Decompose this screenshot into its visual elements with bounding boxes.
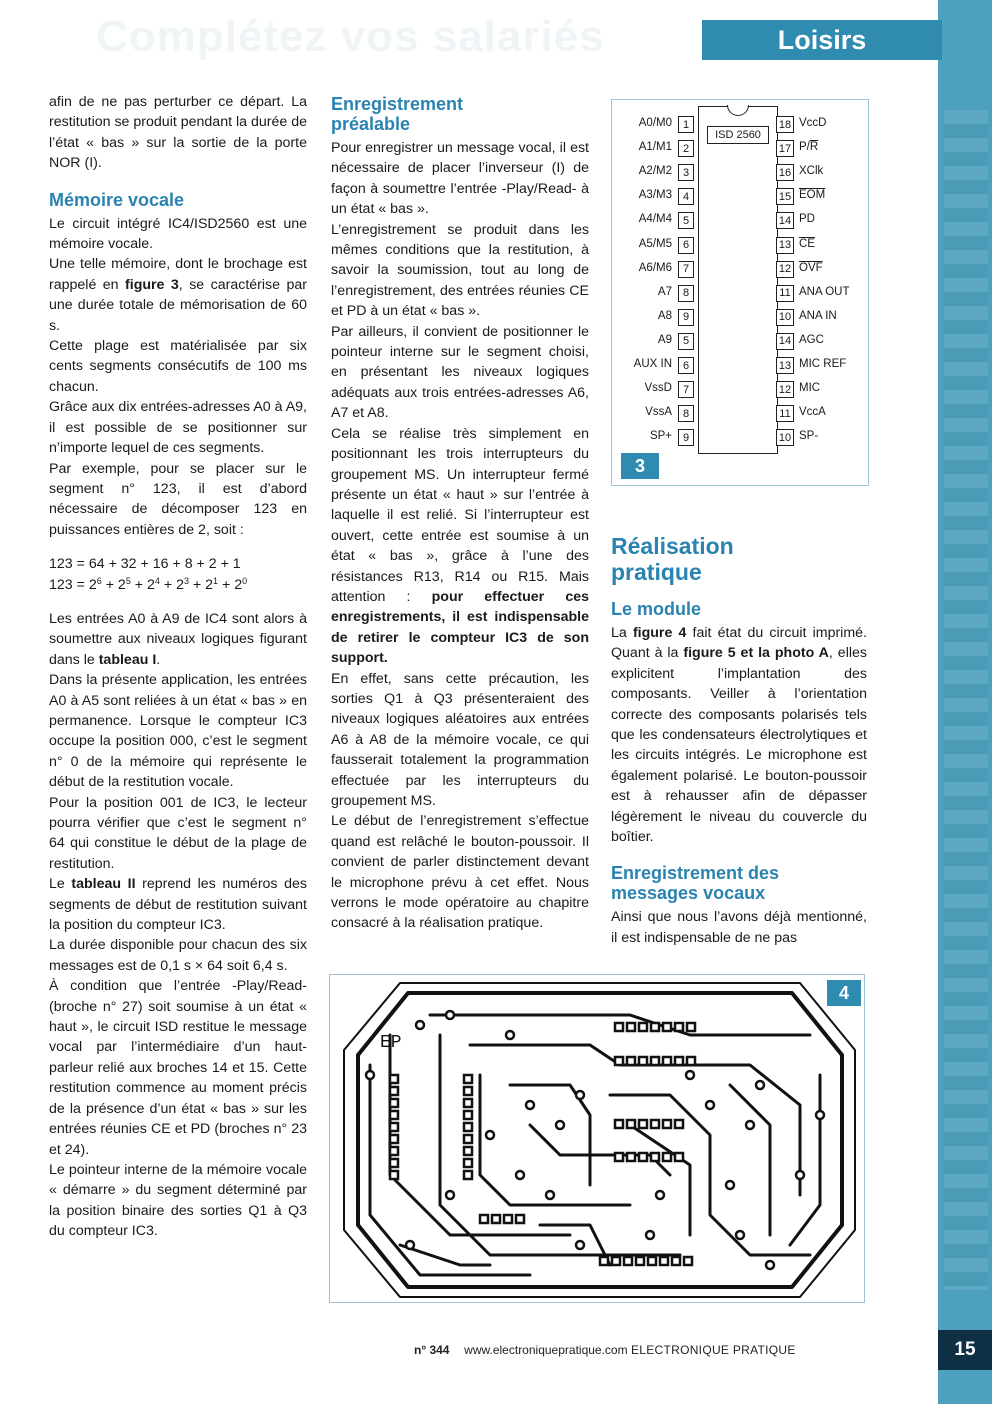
pin-label-right: $\overline{OVF}$ [799, 261, 823, 274]
pin-label-right: XClk [799, 165, 824, 178]
pin-number-right: 10 [776, 429, 794, 446]
pin-number-left: 3 [678, 164, 694, 181]
pin-number-left: 6 [678, 357, 694, 374]
pin-number-left: 8 [678, 285, 694, 302]
pin-label-left: VssD [644, 382, 672, 395]
pin-label-left: A2/M2 [638, 165, 672, 178]
paragraph: En effet, sans cette précaution, les sorties Q1 à Q3 présenteraient des niveaux logiques aléatoires aux entrées A6 à A8 de la mémoire vocale, ce qui fausserait totalement la programmation effectuée par les interrupteurs du groupement MS. [331, 670, 589, 809]
pin-label-right: $\overline{CE}$ [799, 237, 815, 250]
chip-body [698, 106, 778, 454]
pin-number-left: 5 [678, 333, 694, 350]
pin-label-right: VccD [799, 117, 827, 129]
pin-number-right: 13 [776, 357, 794, 374]
pin-number-right: 13 [776, 237, 794, 254]
paragraph: Pour enregistrer un message vocal, il est nécessaire de placer l’inverseur (I) de façon à soumettre l’entrée -Play/Read- à un état « bas ». [331, 140, 589, 218]
pin-label-left: A7 [657, 285, 672, 298]
right-band-texture [944, 110, 988, 1290]
pin-label-right: VccA [799, 406, 826, 419]
paragraph: Cette plage est matérialisée par six cents segments consécutifs de 100 ms chacun. [49, 338, 307, 395]
pin-number-right: 14 [776, 333, 794, 350]
pin-label-left: A0/M0 [638, 117, 672, 129]
pin-label-left: A3/M3 [638, 189, 672, 202]
pin-label-left: SP+ [649, 430, 672, 443]
pin-label-right: $\overline{EOM}$ [799, 189, 826, 202]
heading-realisation-pratique: Réalisation pratique [611, 533, 734, 585]
pin-number-right: 12 [776, 261, 794, 278]
page-number: 15 [938, 1330, 992, 1370]
pin-label-left: A8 [657, 309, 672, 322]
paragraph: Le tableau II reprend les numéros des segments de début de restitution suivant la position du compteur IC3. [49, 876, 307, 934]
pin-number-left: 6 [678, 237, 694, 254]
pin-number-left: 7 [678, 381, 694, 398]
equation-line: 123 = 64 + 32 + 16 + 8 + 2 + 1 [49, 556, 241, 573]
column-2 [331, 94, 589, 934]
paragraph: Une telle mémoire, dont le brochage est rappelé en figure 3, se caractérise par une durée totale de mémorisation de 60 s. [49, 256, 307, 334]
footer-brand: ELECTRONIQUE PRATIQUE [630, 1343, 796, 1357]
paragraph: Ainsi que nous l’avons déjà mentionné, il est indispensable de ne pas [611, 909, 867, 946]
footer-url[interactable]: www.electroniquepratique.com [464, 1343, 628, 1357]
pin-number-left: 9 [678, 309, 694, 326]
pin-label-right: AGC [799, 333, 824, 346]
figure-4-pcb [329, 974, 865, 1303]
paragraph: afin de ne pas perturber ce départ. La restitution se produit pendant la durée de l’état « bas » sur la sortie de la porte NOR (I). [49, 94, 307, 172]
pin-label-right: MIC [799, 382, 821, 395]
pin-label-right: SP- [799, 430, 819, 443]
pin-number-left: 8 [678, 405, 694, 422]
pin-label-right: $P/\overline{R}$ [799, 141, 819, 154]
paragraph: Cela se réalise très simplement en positionnant les trois interrupteurs du groupement MS. Un interrupteur fermé présente un état « haut » sur l’entrée à laquelle il est relié. Si l’interrupteur est ouvert, cette entrée est soumise à un état « bas », grâce à l’une des résistances R13, R14 ou R15. Mais attention : pour effectuer ces enregistrements, il est indispensable de retirer le compteur IC3 de son support. [331, 425, 589, 667]
heading-enregistrement-messages: Enregistrement des messages vocaux [611, 863, 780, 904]
pin-number-left: 7 [678, 261, 694, 278]
section-badge: Loisirs [702, 20, 942, 60]
pin-number-right: 14 [776, 212, 794, 229]
pin-label-left: A5/M5 [638, 237, 672, 250]
chip-name: ISD 2560 [707, 126, 769, 144]
paragraph: Le pointeur interne de la mémoire vocale « démarre » du segment déterminé par la position binaire des sorties Q1 à Q3 du compteur IC3. [49, 1161, 307, 1240]
pin-label-left: A4/M4 [638, 213, 672, 226]
column-3 [611, 533, 867, 948]
figure-4-badge: 4 [827, 980, 861, 1006]
figure-3-badge: 3 [621, 453, 659, 479]
header-area [36, 0, 700, 72]
pin-number-left: 1 [678, 116, 694, 133]
equation-line: $123 = 2^6 + 2^5 + 2^4 + 2^3 + 2^1 + 2^0$ [49, 575, 248, 593]
paragraph: Par exemple, pour se placer sur le segment n° 123, il est d’abord nécessaire de décomposer 123 en puissances entières de 2, soit : [49, 460, 307, 538]
paragraph: À condition que l’entrée -Play/Read- (broche n° 27) soit soumise à un état « haut », le circuit ISD restitue le message vocal par l’intermédiaire d’un haut-parleur relié aux broches 14 et 15. Cette restitution commence au moment précis de la présence d’un état « bas » sur les entrées réunies CE et PD (broches n° 23 et 24). [49, 978, 307, 1158]
paragraph: Le circuit intégré IC4/ISD2560 est une mémoire vocale. [49, 215, 307, 253]
paragraph: Par ailleurs, il convient de positionner le pointeur interne sur le segment choisi, en présentant les niveaux logiques adéquats aux trois entrées-adresses A6, A7 et A8. [331, 323, 589, 422]
pin-number-right: 11 [776, 285, 794, 302]
page-footer [414, 1343, 866, 1357]
pin-number-right: 18 [776, 116, 794, 133]
pin-number-right: 12 [776, 381, 794, 398]
heading-le-module: Le module [611, 599, 702, 619]
pin-number-right: 10 [776, 309, 794, 326]
pin-label-right: PD [799, 213, 815, 226]
figure-3-pinout [611, 99, 869, 486]
heading-enregistrement-prealable: Enregistrement préalable [331, 94, 464, 134]
pin-label-left: VssA [645, 406, 672, 419]
ghost-header-title: Complétez vos salariés [96, 12, 605, 61]
pin-number-right: 11 [776, 405, 794, 422]
pin-label-right: ANA IN [799, 309, 837, 322]
paragraph: La durée disponible pour chacun des six messages est de 0,1 s × 64 soit 6,4 s. [49, 937, 307, 974]
pin-label-right: ANA OUT [799, 285, 850, 298]
paragraph: Pour la position 001 de IC3, le lecteur pourra vérifier que c’est le segment n° 64 qui constitue le début de la plage de restitution. [49, 794, 307, 872]
pin-number-left: 2 [678, 140, 694, 157]
pin-number-left: 4 [678, 188, 694, 205]
pin-number-right: 17 [776, 140, 794, 157]
paragraph: L’enregistrement se produit dans les mêmes conditions que la restitution, à savoir la soumission, tout au long de l’enregistrement, des entrées réunies CE et PD à un état « bas ». [331, 221, 589, 320]
paragraph: La figure 4 fait état du circuit imprimé. Quant à la figure 5 et la photo A, elles explicitent l’implantation des composants. Veiller à l’orientation correcte des composants polarisés tels que les condensateurs électrolytiques et les circuits intégrés. Le microphone est également polarisé. Le bouton-poussoir est à rehausser afin de dépasser légèrement le niveau du couvercle du boîtier. [611, 625, 867, 846]
pin-label-left: A6/M6 [638, 261, 672, 274]
pin-label-left: AUX IN [633, 358, 672, 370]
pin-number-left: 5 [678, 212, 694, 229]
paragraph: Le début de l’enregistrement s’effectue quand est relâché le bouton-poussoir. Il convient de parler distinctement devant le microphone prévu à cet effet. Nous verrons le mode opératoire au chapitre consacré à la réalisation pratique. [331, 813, 589, 932]
chip-notch [727, 105, 749, 116]
equation-block [49, 554, 307, 595]
pin-label-right: MIC REF [799, 358, 847, 370]
column-1 [49, 92, 307, 1242]
pcb-label: EP [380, 1033, 402, 1053]
pin-label-left: A9 [657, 333, 672, 346]
paragraph: Les entrées A0 à A9 de IC4 sont alors à soumettre aux niveaux logiques figurant dans le tableau I. [49, 610, 307, 668]
pin-number-left: 9 [678, 429, 694, 446]
paragraph: Dans la présente application, les entrées A0 à A5 sont reliées à un état « bas » en permanence. Lorsque le compteur IC3 occupe la position 000, c’est le segment n° 0 de la mémoire qui représente le début de la restitution vocale. [49, 672, 307, 791]
pin-number-right: 16 [776, 164, 794, 181]
paragraph: Grâce aux dix entrées-adresses A0 à A9, il est possible de se positionner sur n’importe lequel de ces segments. [49, 399, 307, 457]
pcb-drawing [330, 975, 866, 1304]
pin-number-right: 15 [776, 188, 794, 205]
pin-label-left: A1/M1 [638, 141, 672, 154]
issue-number: n° 344 [414, 1343, 450, 1357]
heading-memoire-vocale: Mémoire vocale [49, 189, 185, 210]
